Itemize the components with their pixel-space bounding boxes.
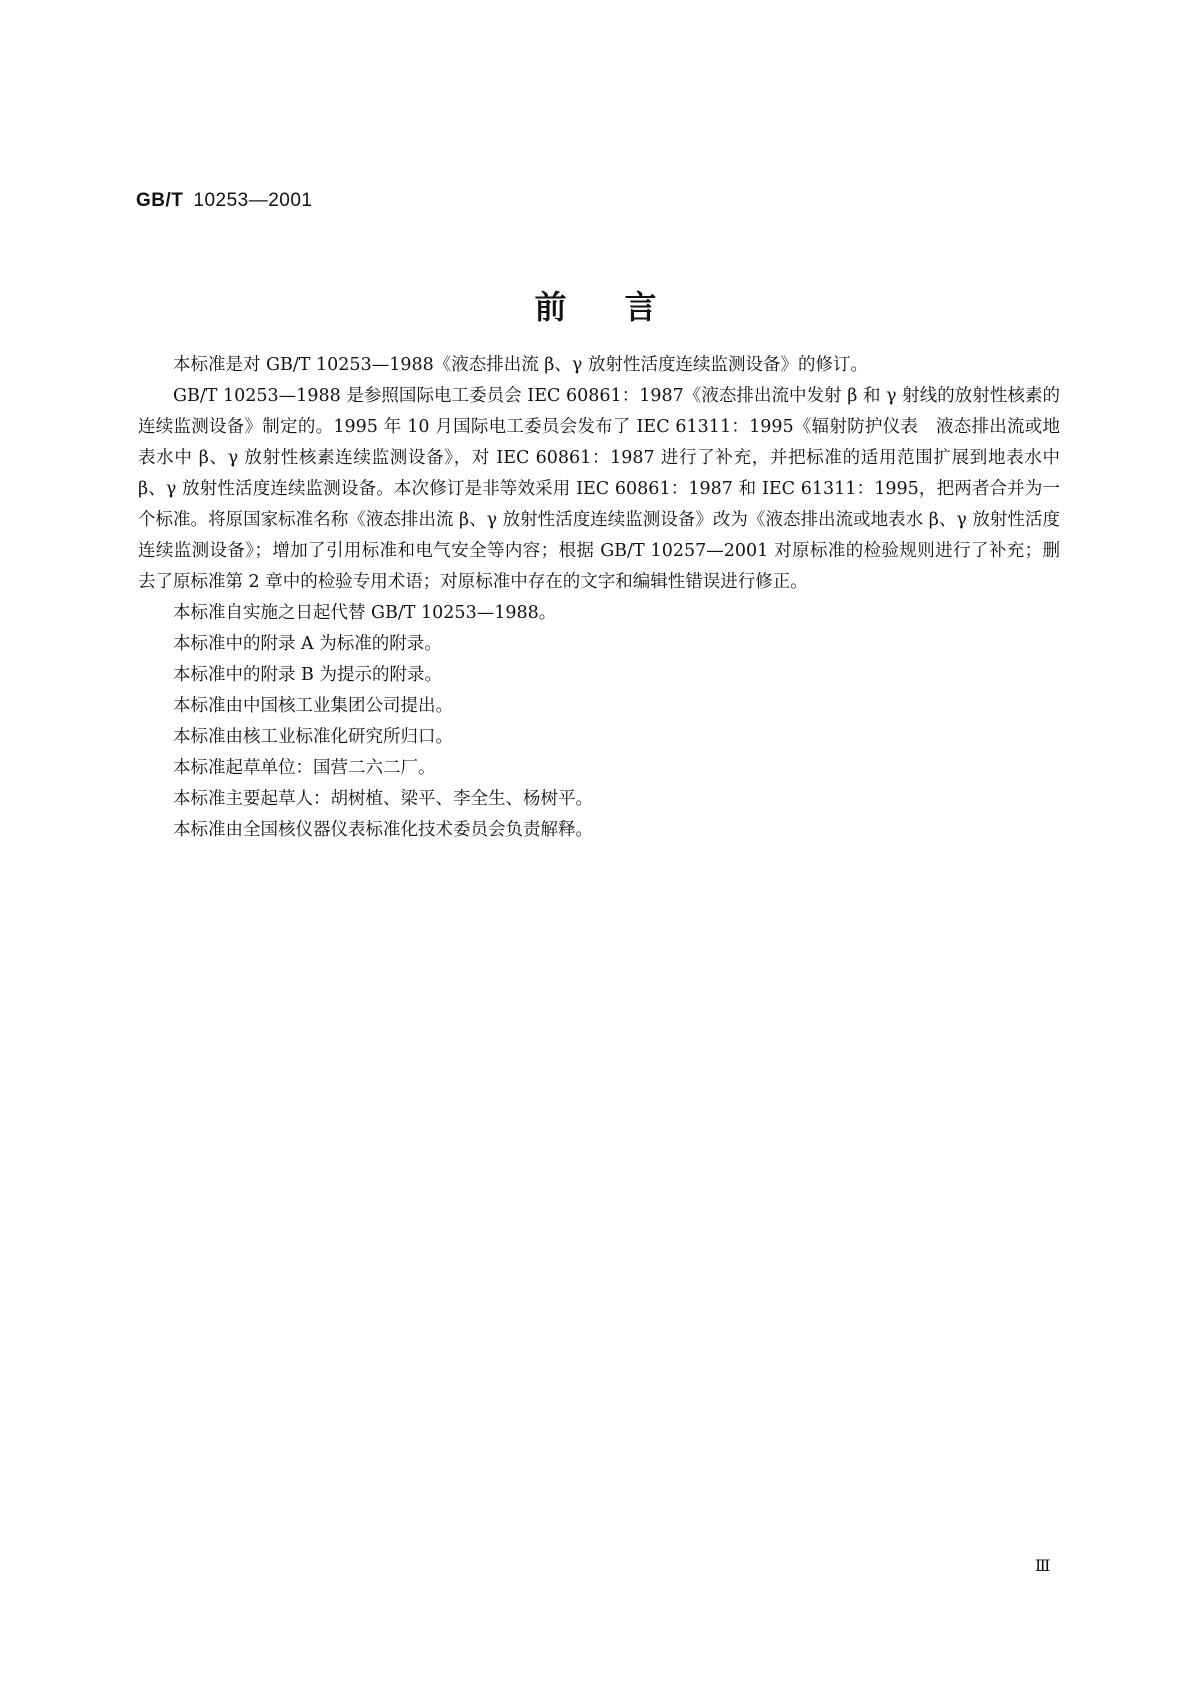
paragraph: 本标准由全国核仪器仪表标准化技术委员会负责解释。 [173, 820, 593, 840]
standard-code-header [136, 190, 313, 212]
foreword-body [138, 350, 1060, 846]
paragraph: 本标准中的附录 A 为标准的附录。 [173, 634, 442, 654]
paragraph: 本标准由核工业标准化研究所归口。 [173, 727, 453, 747]
paragraph: 本标准起草单位：国营二六二厂。 [173, 758, 436, 778]
page-title: 前言 [534, 288, 715, 326]
paragraph: 本标准主要起草人：胡树植、梁平、李全生、杨树平。 [173, 789, 593, 809]
standard-number: 10253—2001 [193, 190, 313, 211]
paragraph: 本标准是对 GB/T 10253—1988《液态排出流 β、γ 放射性活度连续监测设备》的修订。 [173, 355, 868, 375]
paragraph: 本标准中的附录 B 为提示的附录。 [173, 665, 442, 685]
paragraph: 本标准自实施之日起代替 GB/T 10253—1988。 [173, 603, 557, 623]
standard-prefix: GB/T [136, 190, 184, 211]
paragraph: 本标准由中国核工业集团公司提出。 [173, 696, 453, 716]
paragraph: GB/T 10253—1988 是参照国际电工委员会 IEC 60861：1987《液态排出流中发射 β 和 γ 射线的放射性核素的连续监测设备》制定的。1995 年 10 月国际电工委员会发布了 IEC 61311：1995《辐射防护仪表 液态排出流或地表水中 β、γ 放射性核素连续监测设备》，对 IEC 60861：1987 进行了补充，并把标准的适用范围扩展到地表水中 β、γ 放射性活度连续监测设备。本次修订是非等效采用 IEC 60861：1987 和 IEC 61311：1995，把两者合并为一个标准。将原国家标准名称《液态排出流 β、γ 放射性活度连续监测设备》改为《液态排出流或地表水 β、γ 放射性活度连续监测设备》；增加了引用标准和电气安全等内容；根据 GB/T 10257—2001 对原标准的检验规则进行了补充；删去了原标准第 2 章中的检验专用术语；对原标准中存在的文字和编辑性错误进行修正。 [138, 386, 1060, 592]
page-number: Ⅲ [1035, 1556, 1051, 1575]
